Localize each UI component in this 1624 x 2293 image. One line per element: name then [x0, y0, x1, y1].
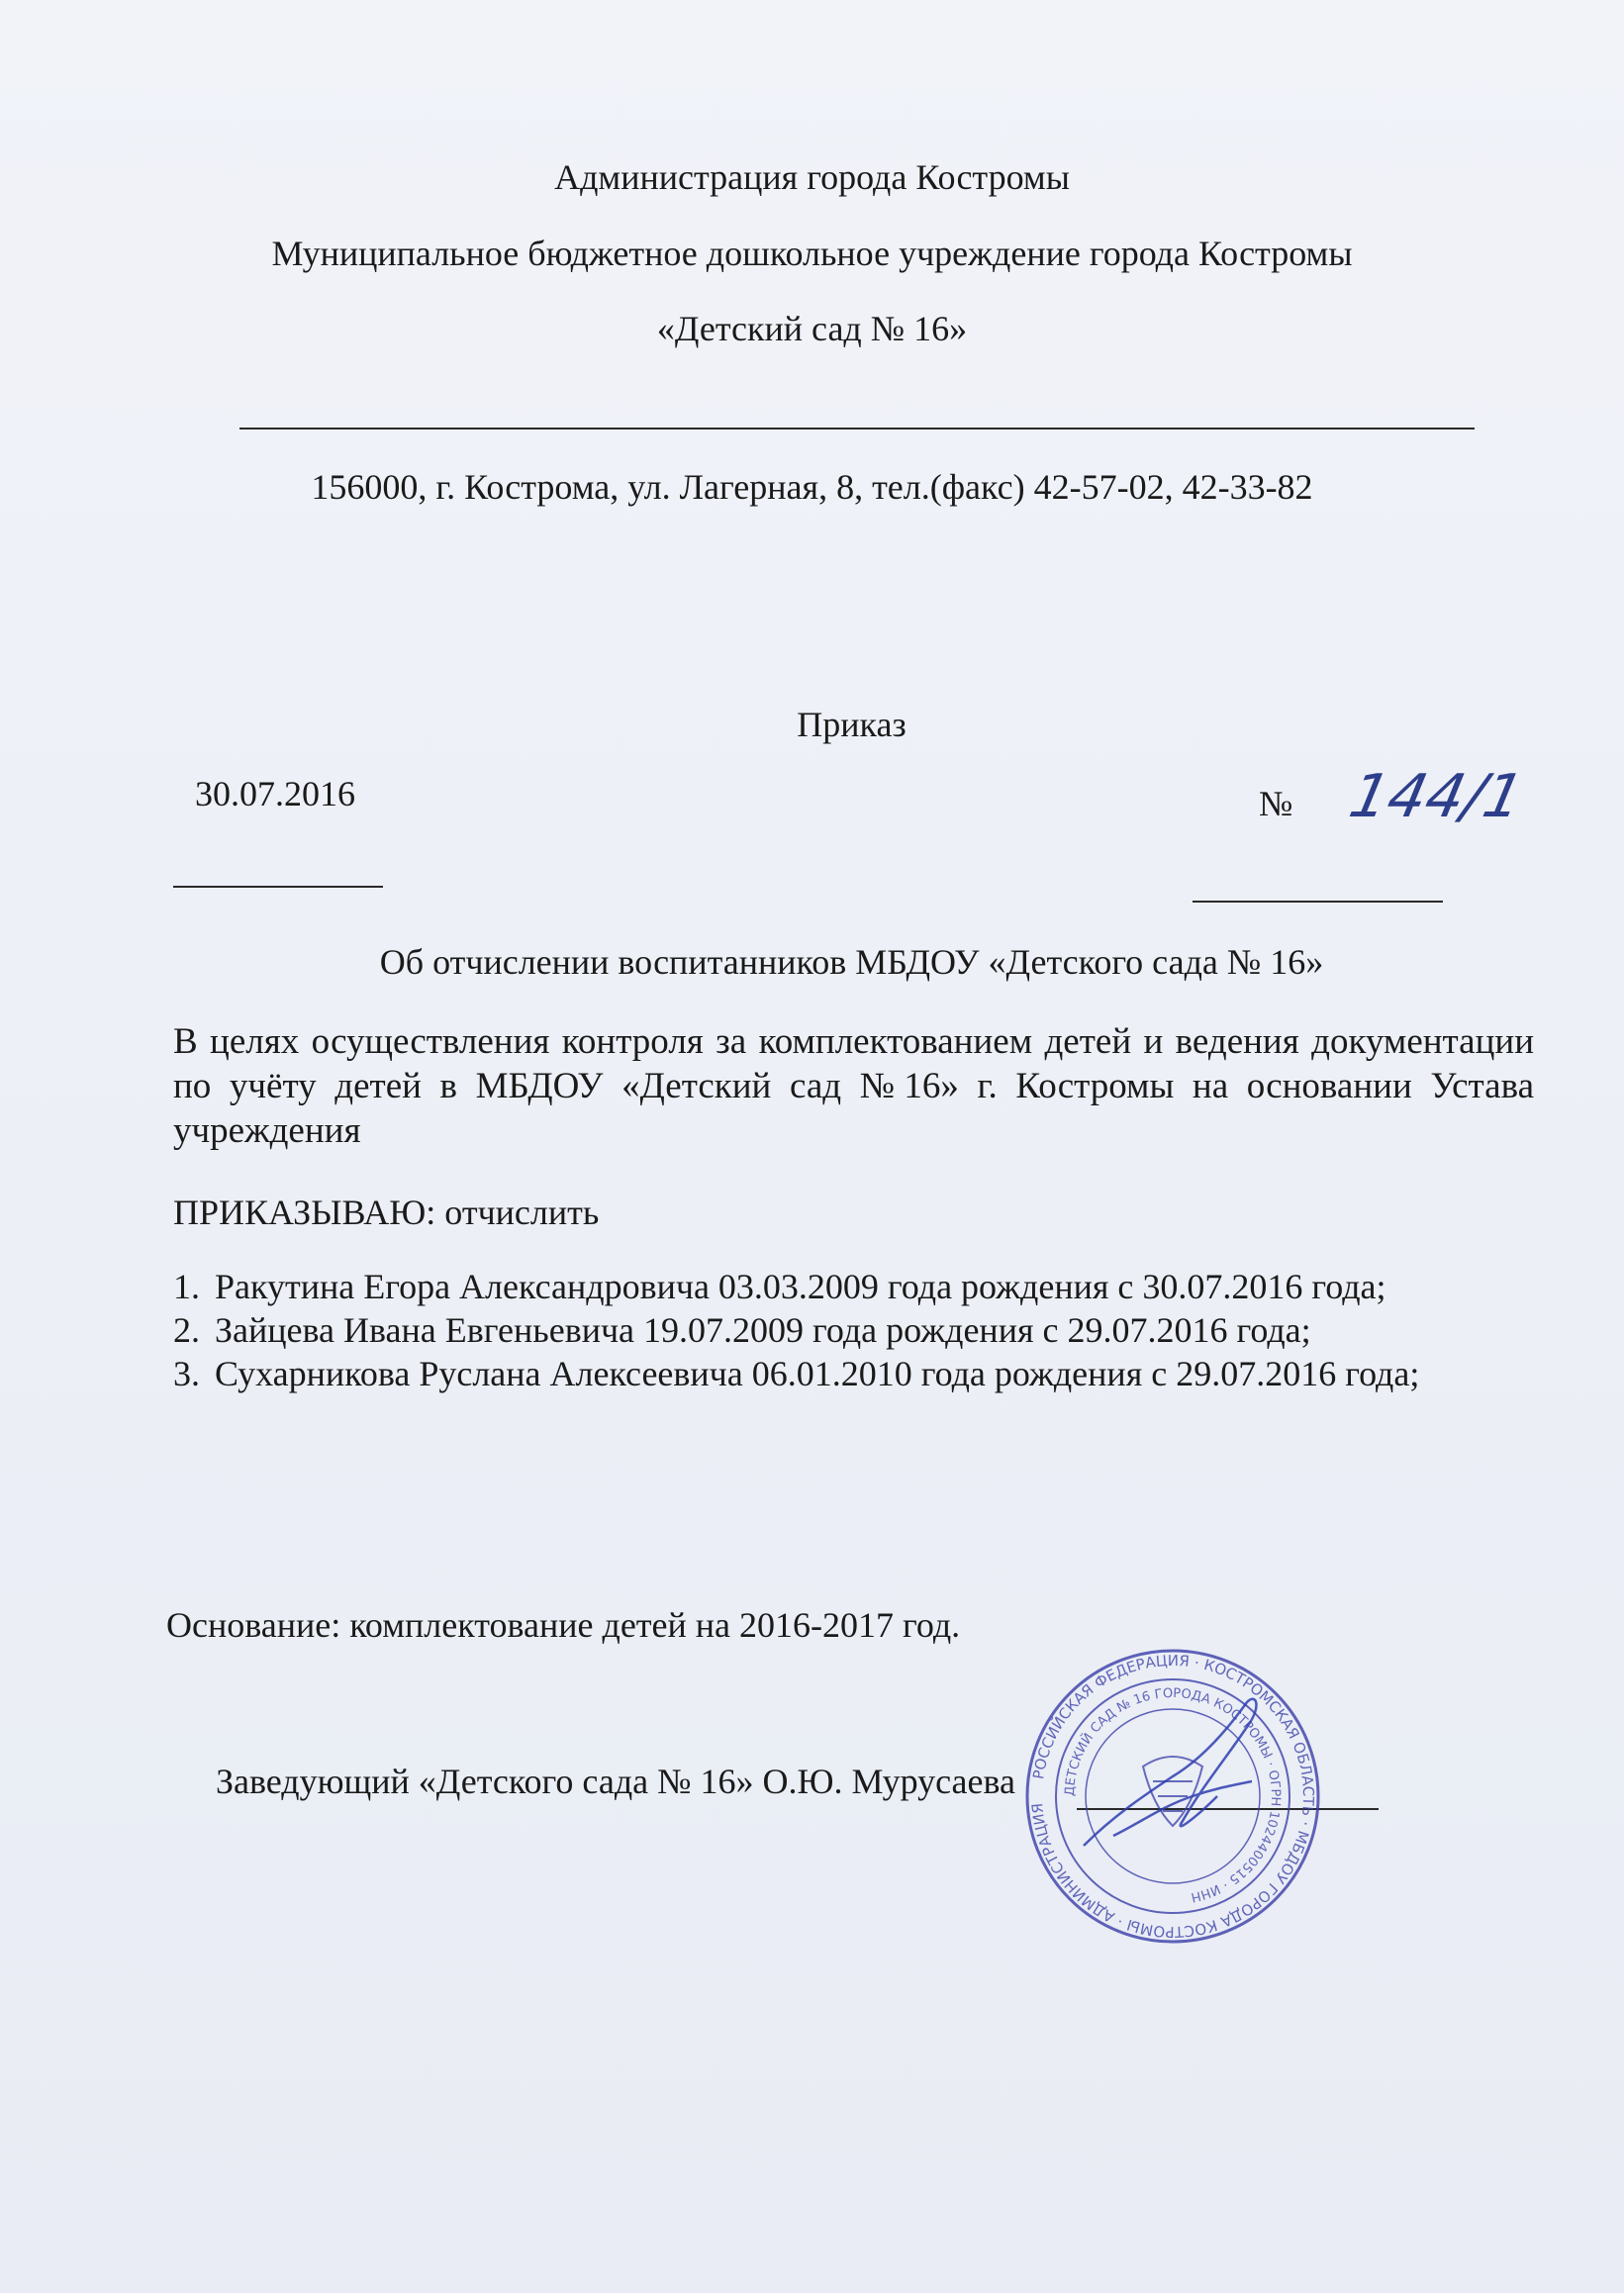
signature-line: Заведующий «Детского сада № 16» О.Ю. Мурусаева: [216, 1762, 1015, 1801]
list-item-number: 1.: [173, 1267, 200, 1306]
number-underline: [1193, 901, 1443, 903]
list-item-text: Ракутина Егора Александровича 03.03.2009 года рождения с 30.07.2016 года;: [215, 1267, 1386, 1306]
order-command: ПРИКАЗЫВАЮ: отчислить: [173, 1193, 600, 1232]
list-item-number: 3.: [173, 1354, 200, 1393]
order-preamble: В целях осуществления контроля за комплектованием детей и ведения документации по учёту детей в МБДОУ «Детский сад №16» г. Костромы на основании Устава учреждения: [173, 1021, 1534, 1151]
order-number-handwritten: 144/1: [1343, 762, 1530, 831]
header-address: 156000, г. Кострома, ул. Лагерная, 8, тел.(факс) 42-57-02, 42-33-82: [311, 467, 1313, 507]
list-item: [173, 1308, 1559, 1352]
order-basis: Основание: комплектование детей на 2016-2017 год.: [166, 1605, 961, 1645]
svg-text:РОССИЙСКАЯ ФЕДЕРАЦИЯ · КОСТРОМ: РОССИЙСКАЯ ФЕДЕРАЦИЯ · КОСТРОМСКАЯ ОБЛАСТЬ · МБДОУ ГОРОДА КОСТРОМЫ · АДМИНИСТРАЦИЯ: [1028, 1651, 1318, 1942]
order-date: 30.07.2016: [195, 774, 355, 813]
dismissal-list: [173, 1265, 1559, 1395]
date-underline: [173, 886, 383, 888]
header-institution: Муниципальное бюджетное дошкольное учреждение города Костромы: [271, 234, 1353, 273]
list-item-text: Сухарникова Руслана Алексеевича 06.01.2010 года рождения с 29.07.2016 года;: [215, 1354, 1420, 1393]
order-subject: Об отчислении воспитанников МБДОУ «Детского сада № 16»: [379, 942, 1324, 982]
order-number-label: №: [1259, 784, 1293, 823]
official-seal-stamp: [1024, 1648, 1321, 1945]
header-kindergarten-name: «Детский сад № 16»: [656, 309, 968, 348]
header-administration: Администрация города Костромы: [554, 157, 1070, 197]
list-item-text: Зайцева Ивана Евгеньевича 19.07.2009 года рождения с 29.07.2016 года;: [215, 1310, 1311, 1350]
list-item: [173, 1352, 1559, 1395]
list-item-number: 2.: [173, 1310, 200, 1350]
svg-text:ДЕТСКИЙ САД № 16 ГОРОДА КОСТРО: ДЕТСКИЙ САД № 16 ГОРОДА КОСТРОМЫ · ОГРН 1024400515 · ИНН: [1062, 1685, 1284, 1905]
list-item: [173, 1265, 1559, 1308]
order-title: Приказ: [797, 705, 907, 744]
header-divider: [239, 428, 1475, 430]
